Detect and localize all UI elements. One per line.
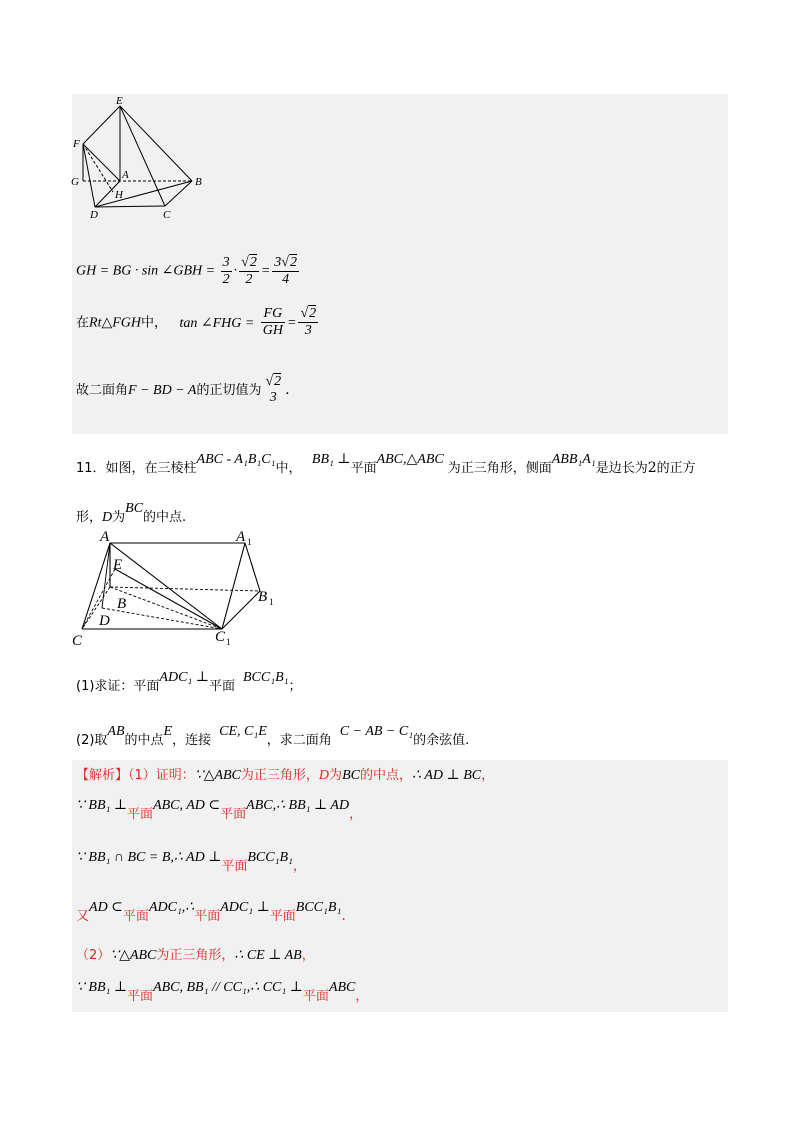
label-B1: B — [258, 589, 268, 605]
solution-line5 — [76, 944, 315, 964]
q-zhong: 中， — [275, 461, 302, 476]
sol-l1a: ∵△ABC — [194, 768, 241, 783]
label-B1-sub: 1 — [269, 597, 274, 607]
plane-word: 平面 — [269, 909, 296, 924]
frac-num: 3 — [222, 255, 230, 270]
sol-l4c: ADC₁ ⊥ — [220, 900, 270, 915]
label-E: E — [113, 557, 123, 573]
plane-word: 平面 — [208, 679, 235, 694]
abc-tri: ABC,△ABC — [376, 452, 444, 467]
conc-pre: 故二面角 — [76, 383, 129, 398]
frac-num: √2 — [300, 306, 317, 321]
prism-name: ABC - A₁B₁C₁ — [196, 452, 276, 467]
label-C: C — [163, 209, 171, 221]
q2-end: 的余弦值. — [413, 733, 470, 748]
formula-tan: 在Rt△FGH中， tan ∠FHG = $\frac{FG}{GH}$ = $\frac{√2}{3}$ — [76, 306, 317, 338]
frac-den: 4 — [282, 272, 290, 287]
q-l2a: 形， — [76, 510, 103, 525]
q2-ce: CE, C₁E — [219, 724, 267, 739]
label-A1: A — [236, 529, 246, 545]
conclusion-line — [76, 374, 290, 406]
sol-l6c: ABC — [328, 980, 356, 995]
equals: = — [260, 263, 271, 279]
q2-ask: ，求二面角 — [266, 733, 332, 748]
sol-l3a: ∵ BB₁ ∩ BC = B,∴ AD ⊥ — [76, 850, 222, 865]
frac-num: FG — [261, 306, 285, 323]
sol-l5a: （2） — [76, 948, 111, 963]
label-C: C — [72, 633, 83, 649]
solution-line3 — [76, 846, 306, 874]
q-d: D — [102, 510, 113, 525]
label-G: G — [71, 176, 79, 188]
frac-den: 2 — [222, 272, 230, 287]
label-A: A — [122, 169, 129, 181]
question-11-line2 — [76, 497, 187, 525]
frac-num: 3√2 — [274, 255, 297, 270]
rt-triangle: Rt△FGH — [89, 315, 141, 331]
frac-den: 3 — [304, 323, 312, 338]
rt-post: 中， — [141, 315, 168, 331]
formula-gh — [76, 255, 301, 288]
q2-mid: 的中点 — [124, 733, 164, 748]
q2-ab: AB — [107, 724, 125, 739]
label-F: F — [73, 138, 80, 150]
frac-num: √2 — [241, 255, 257, 270]
plane-word: 平面 — [221, 859, 248, 874]
sol-l2c: ABC,∴ BB₁ ⊥ AD — [246, 798, 350, 813]
subq-2 — [76, 720, 470, 748]
label-D: D — [90, 209, 98, 221]
bb1-perp: BB₁ ⊥ — [311, 452, 351, 467]
eq-tri: 为正三角形，侧面 — [447, 461, 552, 476]
sol-l1d: D — [318, 768, 330, 783]
q2-conn: ，连接 — [172, 733, 212, 748]
conc-angle: F − BD − A — [128, 383, 197, 398]
plane-word: 平面 — [127, 807, 154, 822]
sol-l1b: 为正三角形， — [240, 768, 319, 783]
solution-line1 — [76, 764, 494, 784]
plane-word: 平面 — [302, 989, 329, 1004]
q-l2c: 的中点. — [143, 510, 187, 525]
frac-num: √2 — [265, 374, 282, 389]
side-face: ABB₁A₁ — [551, 452, 596, 467]
conc-end: . — [285, 382, 290, 398]
frac-3-2 — [221, 255, 232, 288]
frac-fg-gh — [261, 306, 285, 339]
subq-1 — [76, 666, 302, 694]
label-D: D — [99, 613, 110, 629]
sol-l6a: ∵ BB₁ ⊥ — [76, 980, 128, 995]
label-B: B — [117, 596, 127, 612]
dot: · — [233, 263, 238, 279]
label-H: H — [115, 189, 123, 201]
sol-l5e: ， — [301, 948, 315, 963]
q2-pre: (2)取 — [76, 733, 108, 748]
solution-line4 — [76, 896, 346, 924]
plane-word: 平面 — [220, 807, 247, 822]
question-11-line1 — [76, 448, 696, 476]
solution-head: 【解析】（1）证明： — [76, 768, 195, 783]
frac-den: 3 — [269, 390, 277, 405]
q1-end: ； — [288, 679, 302, 694]
side-length: 2 — [647, 460, 657, 476]
frac-den: 2 — [245, 272, 253, 287]
q1-pre: (1)求证：平面 — [76, 679, 160, 694]
solution-line6 — [76, 976, 369, 1004]
sol-l2a: ∵ BB₁ ⊥ — [76, 798, 128, 813]
sol-l4pre: 又 — [76, 909, 90, 924]
q-num: 11．如图，在三棱柱 — [76, 461, 197, 476]
figure-prism — [70, 527, 290, 652]
plane-word: 平面 — [350, 461, 377, 476]
radicand: 2 — [274, 374, 282, 389]
sol-l1bc: BC — [342, 768, 360, 783]
conc-mid: 的正切值为 — [196, 383, 262, 398]
sol-l2d: ， — [349, 807, 363, 822]
tan-lhs: tan ∠FHG = — [179, 315, 255, 331]
sol-l4b: ADC₁,∴ — [148, 900, 195, 915]
figure-pyramid — [70, 94, 210, 224]
sol-l1g: ， — [481, 768, 495, 783]
sol-l5b: ∵△ABC — [110, 948, 157, 963]
label-A: A — [100, 529, 110, 545]
plane-word: 平面 — [127, 989, 154, 1004]
sol-l6d: ， — [355, 989, 369, 1004]
label-A1-sub: 1 — [247, 537, 252, 547]
label-B: B — [195, 176, 202, 188]
solution-line2 — [76, 794, 363, 822]
radicand: 2 — [249, 255, 257, 270]
frac-root2-2 — [239, 255, 259, 288]
frac-root2-3 — [298, 306, 318, 339]
rt-pre: 在 — [76, 315, 90, 331]
q1-a: ADC₁ ⊥ — [159, 670, 209, 685]
q-l2b: 为 — [112, 510, 126, 525]
frac-root2-3 — [263, 374, 283, 406]
q2-e: E — [163, 724, 173, 739]
sol-l1c: 为 — [329, 768, 343, 783]
q1-b: BCC₁B₁ — [242, 670, 289, 685]
sol-l2b: ABC, AD ⊂ — [153, 798, 221, 813]
label-C1-sub: 1 — [226, 637, 231, 647]
sol-l5c: 为正三角形， — [156, 948, 235, 963]
square-text2: 的正方 — [656, 461, 696, 476]
label-C1: C — [215, 629, 226, 645]
radicand: 2 — [309, 306, 317, 321]
radicand: 2 — [289, 255, 297, 270]
sol-l4d: BCC₁B₁ — [295, 900, 342, 915]
sol-l3b: BCC₁B₁ — [247, 850, 293, 865]
q2-ang: C − AB − C₁ — [339, 724, 414, 739]
sol-l5d: ∴ CE ⊥ AB — [234, 948, 302, 963]
sol-l6b: ABC, BB₁ // CC₁,∴ CC₁ ⊥ — [153, 980, 303, 995]
sol-l4e: . — [341, 908, 346, 924]
plane-word: 平面 — [122, 909, 149, 924]
sol-l4a: AD ⊂ — [89, 900, 123, 915]
coef: 3 — [274, 255, 282, 270]
square-text: 是边长为 — [595, 461, 648, 476]
frac-den: GH — [262, 323, 283, 338]
label-E: E — [116, 95, 123, 107]
plane-word: 平面 — [194, 909, 221, 924]
sol-l3c: ， — [292, 859, 306, 874]
q-bc: BC — [125, 501, 144, 516]
frac-3root2-4 — [272, 255, 299, 288]
sol-l1e: 的中点， — [359, 768, 412, 783]
sol-l1f: ∴ AD ⊥ BC — [411, 768, 482, 783]
gh-lhs: GH = BG · sin ∠GBH = — [76, 263, 216, 279]
